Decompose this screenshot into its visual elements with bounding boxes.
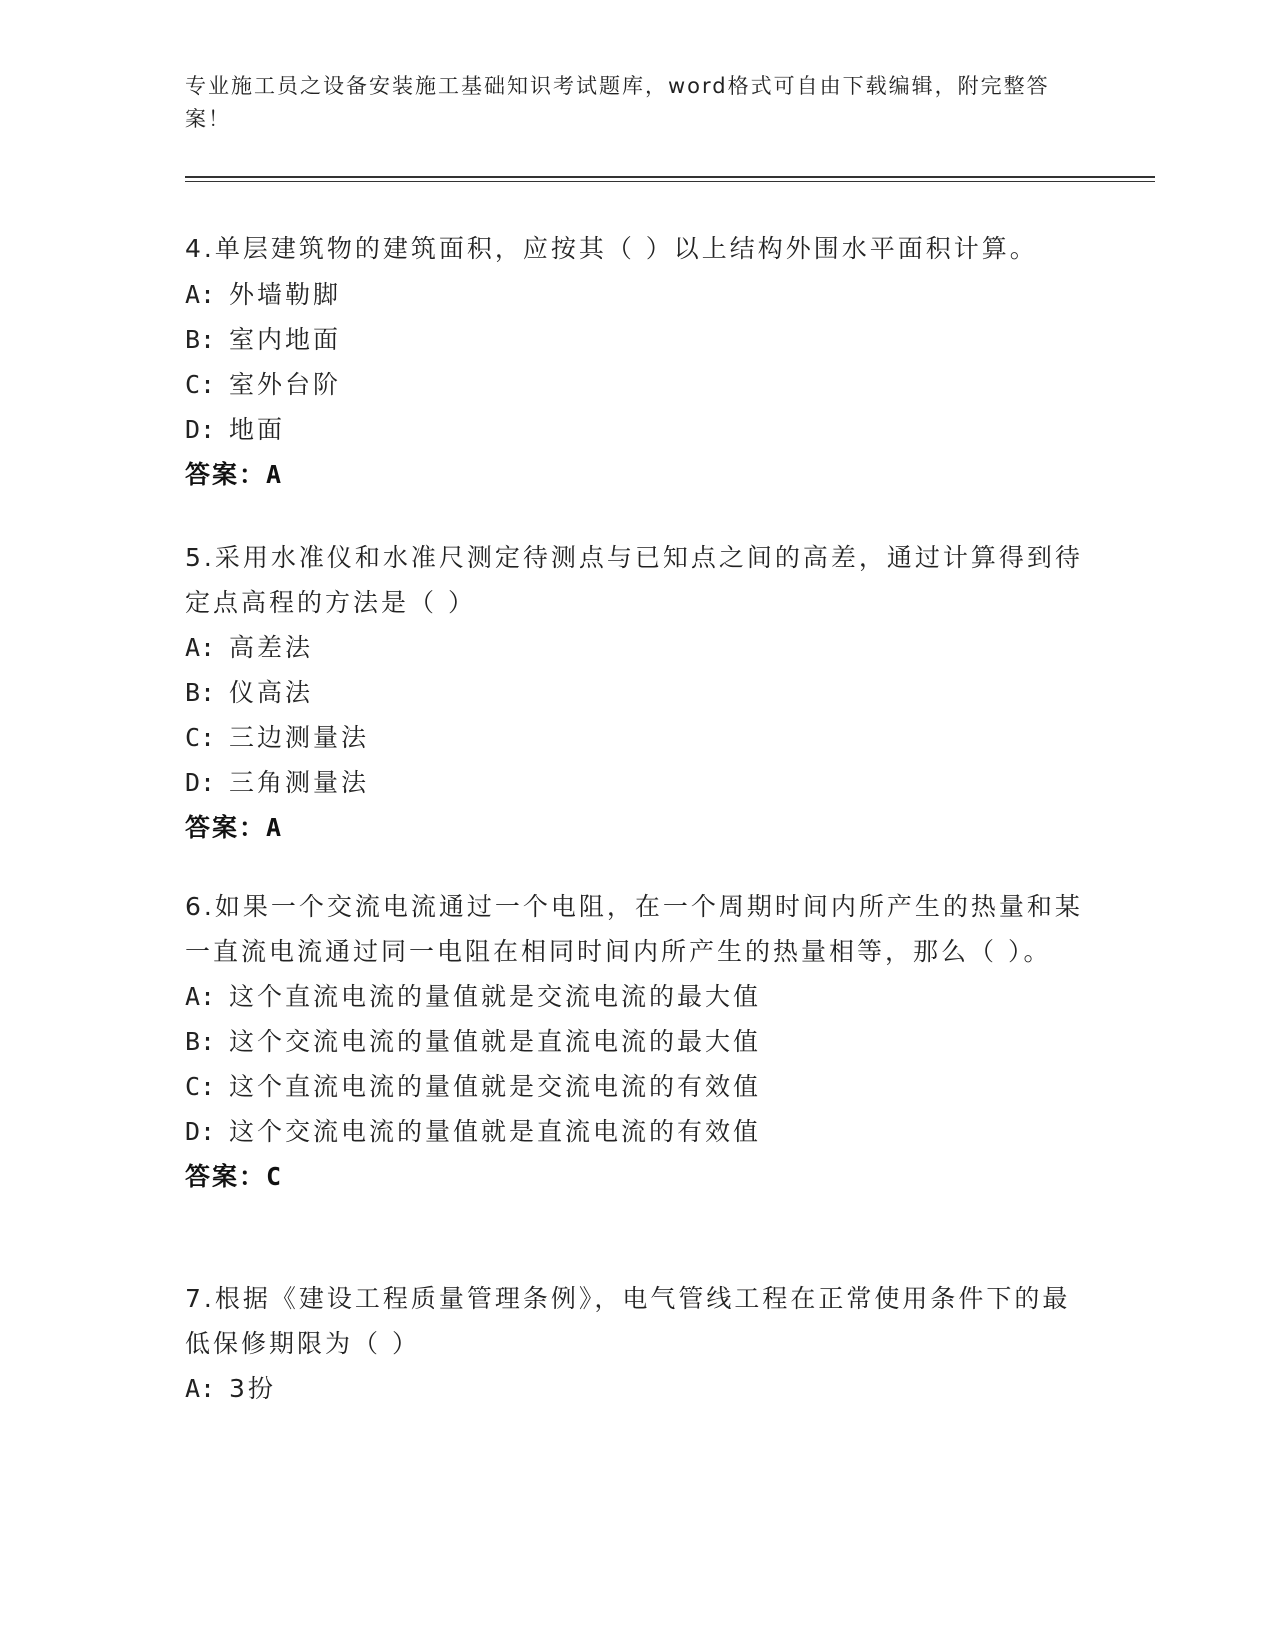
answer-value: A xyxy=(266,459,284,489)
document-header xyxy=(185,70,1065,136)
answer-label: 答案： xyxy=(185,813,267,842)
header-divider-thick xyxy=(185,176,1155,178)
question-6 xyxy=(185,885,1085,1199)
option-d xyxy=(185,407,1085,452)
option-key: D: xyxy=(185,414,216,444)
option-text: 这个直流电流的量值就是交流电流的最大值 xyxy=(229,982,762,1011)
option-key: A: xyxy=(185,1374,216,1403)
answer-line xyxy=(185,452,1085,497)
option-key: C: xyxy=(185,369,216,399)
option-text: 室内地面 xyxy=(229,324,342,354)
option-text: 仪高法 xyxy=(229,678,314,707)
question-4 xyxy=(185,227,1085,497)
option-c xyxy=(185,1064,1085,1109)
option-text: 3扮 xyxy=(229,1374,276,1403)
option-key: C: xyxy=(185,1072,216,1101)
question-stem: 4.单层建筑物的建筑面积，应按其（ ）以上结构外围水平面积计算。 xyxy=(185,234,1038,263)
option-b xyxy=(185,670,1085,715)
option-key: B: xyxy=(185,324,216,354)
option-key: D: xyxy=(185,1117,216,1146)
option-text: 这个直流电流的量值就是交流电流的有效值 xyxy=(229,1072,762,1101)
question-stem: 7.根据《建设工程质量管理条例》，电气管线工程在正常使用条件下的最低保修期限为（ ） xyxy=(185,1284,1071,1358)
question-7 xyxy=(185,1277,1085,1411)
option-key: A: xyxy=(185,982,216,1011)
option-text: 室外台阶 xyxy=(229,369,342,399)
answer-label: 答案： xyxy=(185,459,267,489)
question-stem: 5.采用水准仪和水准尺测定待测点与已知点之间的高差，通过计算得到待定点高程的方法是（ ） xyxy=(185,543,1083,617)
option-text: 地面 xyxy=(229,414,286,444)
option-a xyxy=(185,974,1085,1019)
answer-line xyxy=(185,805,1085,850)
option-c xyxy=(185,715,1085,760)
option-a xyxy=(185,625,1085,670)
option-key: C: xyxy=(185,723,216,752)
answer-value: C xyxy=(266,1162,284,1191)
option-d xyxy=(185,760,1085,805)
option-text: 这个交流电流的量值就是直流电流的有效值 xyxy=(229,1117,762,1146)
option-text: 外墙勒脚 xyxy=(229,279,342,309)
option-text: 高差法 xyxy=(229,633,314,662)
option-key: B: xyxy=(185,1027,216,1056)
option-b xyxy=(185,1019,1085,1064)
option-text: 这个交流电流的量值就是直流电流的最大值 xyxy=(229,1027,762,1056)
option-text: 三角测量法 xyxy=(229,768,370,797)
option-text: 三边测量法 xyxy=(229,723,370,752)
option-c xyxy=(185,362,1085,407)
answer-label: 答案： xyxy=(185,1162,267,1191)
option-key: B: xyxy=(185,678,216,707)
answer-value: A xyxy=(266,813,284,842)
question-stem: 6.如果一个交流电流通过一个电阻，在一个周期时间内所产生的热量和某一直流电流通过同一电阻在相同时间内所产生的热量相等，那么（ ）。 xyxy=(185,892,1083,966)
answer-line xyxy=(185,1154,1085,1199)
option-key: D: xyxy=(185,768,216,797)
option-key: A: xyxy=(185,633,216,662)
document-title: 专业施工员之设备安装施工基础知识考试题库，word格式可自由下载编辑，附完整答案！ xyxy=(185,74,1050,131)
option-d xyxy=(185,1109,1085,1154)
option-b xyxy=(185,317,1085,362)
option-a xyxy=(185,1366,1085,1411)
option-a xyxy=(185,272,1085,317)
question-5 xyxy=(185,536,1085,850)
header-divider-thin xyxy=(185,181,1155,182)
option-key: A: xyxy=(185,279,216,309)
